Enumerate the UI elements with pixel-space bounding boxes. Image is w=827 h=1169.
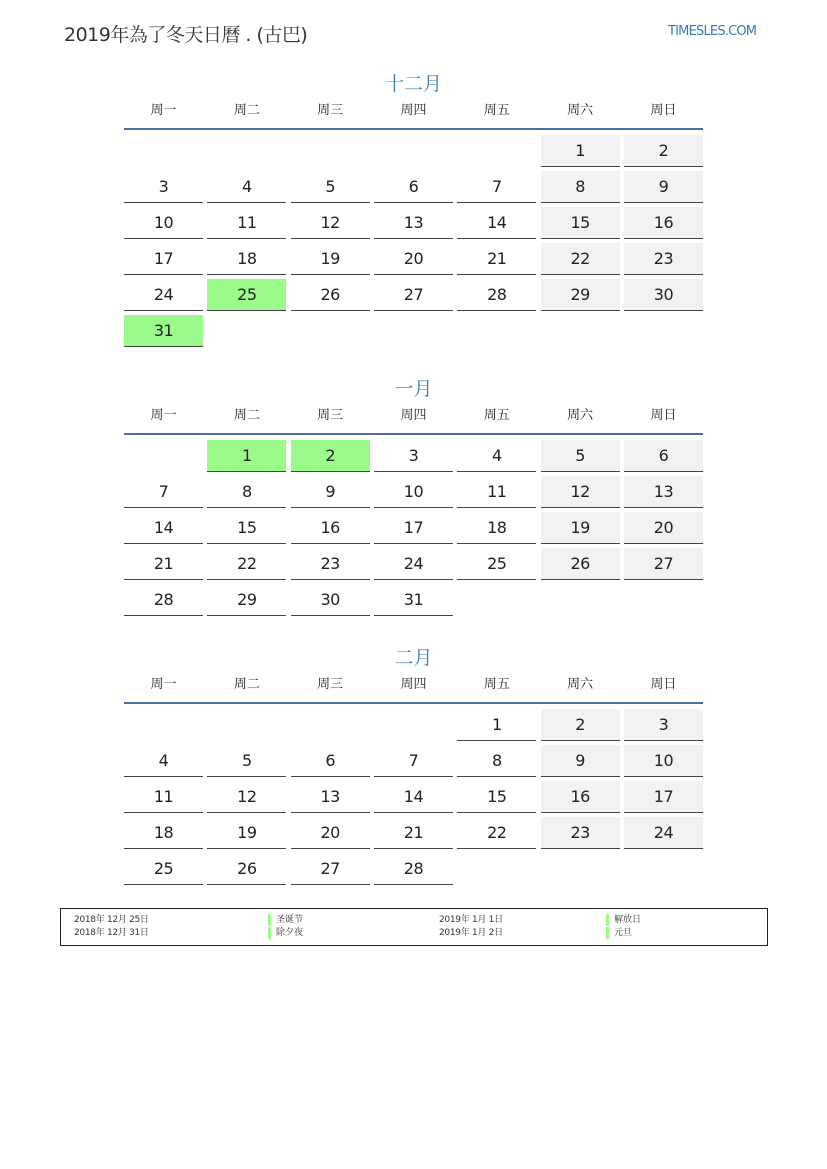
- day-cell[interactable]: 8: [541, 171, 620, 203]
- day-grid: [124, 709, 703, 885]
- legend-holiday-name: 解放日: [606, 914, 641, 926]
- empty-cell: [291, 135, 370, 167]
- day-cell[interactable]: 30: [291, 584, 370, 616]
- day-cell[interactable]: 20: [374, 243, 453, 275]
- legend-row: [61, 914, 767, 926]
- day-cell[interactable]: 27: [374, 279, 453, 311]
- day-cell[interactable]: 14: [374, 781, 453, 813]
- weekday-label: 周一: [150, 677, 177, 692]
- weekday-header: [124, 104, 703, 130]
- holiday-day-cell[interactable]: 2: [291, 440, 370, 472]
- day-cell[interactable]: 18: [457, 512, 536, 544]
- empty-cell: [291, 709, 370, 741]
- day-cell[interactable]: 7: [457, 171, 536, 203]
- empty-cell: [457, 135, 536, 167]
- empty-cell: [541, 584, 620, 616]
- weekday-label: 周二: [233, 103, 260, 118]
- day-cell[interactable]: 13: [624, 476, 703, 508]
- day-cell[interactable]: 8: [207, 476, 286, 508]
- legend-date: 2018年 12月 31日: [74, 928, 149, 938]
- day-cell[interactable]: 23: [541, 817, 620, 849]
- empty-cell: [124, 440, 203, 472]
- month-title: 二月: [394, 647, 433, 669]
- holiday-day-cell[interactable]: 1: [207, 440, 286, 472]
- weekday-label: 周六: [567, 103, 594, 118]
- month-block: [124, 644, 703, 885]
- day-cell[interactable]: 11: [457, 476, 536, 508]
- day-cell[interactable]: 19: [207, 817, 286, 849]
- day-cell[interactable]: 27: [291, 853, 370, 885]
- empty-cell: [207, 709, 286, 741]
- holiday-day-cell[interactable]: 25: [207, 279, 286, 311]
- day-cell[interactable]: 22: [457, 817, 536, 849]
- day-cell[interactable]: 30: [624, 279, 703, 311]
- day-cell[interactable]: 22: [207, 548, 286, 580]
- day-cell[interactable]: 25: [457, 548, 536, 580]
- empty-cell: [291, 315, 370, 347]
- day-cell[interactable]: 9: [291, 476, 370, 508]
- day-cell[interactable]: 2: [624, 135, 703, 167]
- site-link[interactable]: TIMESLES.COM: [668, 24, 757, 39]
- weekday-label: 周四: [400, 408, 427, 423]
- legend-holiday-name: 圣诞节: [268, 914, 303, 926]
- day-cell[interactable]: 13: [291, 781, 370, 813]
- month-title: 十二月: [384, 73, 442, 95]
- day-cell[interactable]: 12: [207, 781, 286, 813]
- day-cell[interactable]: 3: [624, 709, 703, 741]
- day-cell[interactable]: 4: [207, 171, 286, 203]
- day-cell[interactable]: 17: [624, 781, 703, 813]
- weekday-label: 周五: [483, 103, 510, 118]
- empty-cell: [541, 315, 620, 347]
- legend-row: [61, 927, 767, 939]
- page-title: 2019年為了冬天日曆 . (古巴): [64, 24, 308, 46]
- day-cell[interactable]: 3: [124, 171, 203, 203]
- day-cell[interactable]: 26: [207, 853, 286, 885]
- empty-cell: [374, 315, 453, 347]
- empty-cell: [624, 853, 703, 885]
- day-cell[interactable]: 16: [541, 781, 620, 813]
- weekday-header: [124, 678, 703, 704]
- day-cell[interactable]: 16: [624, 207, 703, 239]
- month-title: 一月: [394, 378, 433, 400]
- day-cell[interactable]: 8: [457, 745, 536, 777]
- day-cell[interactable]: 1: [457, 709, 536, 741]
- day-cell[interactable]: 12: [541, 476, 620, 508]
- day-cell[interactable]: 29: [541, 279, 620, 311]
- holiday-day-cell[interactable]: 31: [124, 315, 203, 347]
- day-cell[interactable]: 21: [457, 243, 536, 275]
- day-cell[interactable]: 24: [624, 817, 703, 849]
- day-cell[interactable]: 5: [291, 171, 370, 203]
- day-cell[interactable]: 5: [207, 745, 286, 777]
- day-cell[interactable]: 11: [207, 207, 286, 239]
- empty-cell: [374, 709, 453, 741]
- day-cell[interactable]: 16: [291, 512, 370, 544]
- day-grid: [124, 440, 703, 616]
- day-cell[interactable]: 17: [124, 243, 203, 275]
- day-cell[interactable]: 21: [124, 548, 203, 580]
- day-cell[interactable]: 3: [374, 440, 453, 472]
- weekday-label: 周四: [400, 677, 427, 692]
- month-block: [124, 375, 703, 616]
- weekday-header: [124, 409, 703, 435]
- day-grid: [124, 135, 703, 347]
- day-cell[interactable]: 19: [541, 512, 620, 544]
- day-cell[interactable]: 20: [291, 817, 370, 849]
- legend-holiday-name: 除夕夜: [268, 927, 303, 939]
- weekday-label: 周日: [650, 408, 677, 423]
- day-cell[interactable]: 18: [124, 817, 203, 849]
- day-cell[interactable]: 23: [624, 243, 703, 275]
- day-cell[interactable]: 11: [124, 781, 203, 813]
- empty-cell: [124, 709, 203, 741]
- weekday-label: 周三: [317, 408, 344, 423]
- weekday-label: 周二: [233, 677, 260, 692]
- empty-cell: [457, 584, 536, 616]
- weekday-label: 周三: [317, 677, 344, 692]
- day-cell[interactable]: 26: [541, 548, 620, 580]
- day-cell[interactable]: 21: [374, 817, 453, 849]
- day-cell[interactable]: 19: [291, 243, 370, 275]
- day-cell[interactable]: 14: [457, 207, 536, 239]
- day-cell[interactable]: 7: [374, 745, 453, 777]
- day-cell[interactable]: 17: [374, 512, 453, 544]
- weekday-label: 周六: [567, 408, 594, 423]
- weekday-label: 周一: [150, 408, 177, 423]
- day-cell[interactable]: 9: [541, 745, 620, 777]
- empty-cell: [457, 315, 536, 347]
- legend-date: 2018年 12月 25日: [74, 915, 149, 925]
- day-cell[interactable]: 10: [124, 207, 203, 239]
- empty-cell: [457, 853, 536, 885]
- empty-cell: [374, 135, 453, 167]
- day-cell[interactable]: 7: [124, 476, 203, 508]
- day-cell[interactable]: 5: [541, 440, 620, 472]
- weekday-label: 周二: [233, 408, 260, 423]
- day-cell[interactable]: 24: [124, 279, 203, 311]
- day-cell[interactable]: 25: [124, 853, 203, 885]
- weekday-label: 周日: [650, 103, 677, 118]
- day-cell[interactable]: 15: [207, 512, 286, 544]
- weekday-label: 周六: [567, 677, 594, 692]
- day-cell[interactable]: 26: [291, 279, 370, 311]
- day-cell[interactable]: 15: [457, 781, 536, 813]
- day-cell[interactable]: 4: [457, 440, 536, 472]
- legend-date: 2019年 1月 1日: [439, 915, 503, 925]
- empty-cell: [207, 135, 286, 167]
- day-cell[interactable]: 12: [291, 207, 370, 239]
- empty-cell: [124, 135, 203, 167]
- day-cell[interactable]: 6: [374, 171, 453, 203]
- empty-cell: [624, 315, 703, 347]
- day-cell[interactable]: 29: [207, 584, 286, 616]
- weekday-label: 周五: [483, 408, 510, 423]
- legend-date: 2019年 1月 2日: [439, 928, 503, 938]
- day-cell[interactable]: 15: [541, 207, 620, 239]
- day-cell[interactable]: 10: [374, 476, 453, 508]
- day-cell[interactable]: 24: [374, 548, 453, 580]
- month-block: [124, 70, 703, 347]
- empty-cell: [207, 315, 286, 347]
- legend-holiday-name: 元旦: [606, 927, 632, 939]
- day-cell[interactable]: 20: [624, 512, 703, 544]
- weekday-label: 周四: [400, 103, 427, 118]
- empty-cell: [541, 853, 620, 885]
- day-cell[interactable]: 4: [124, 745, 203, 777]
- day-cell[interactable]: 14: [124, 512, 203, 544]
- day-cell[interactable]: 23: [291, 548, 370, 580]
- day-cell[interactable]: 31: [374, 584, 453, 616]
- weekday-label: 周日: [650, 677, 677, 692]
- day-cell[interactable]: 6: [624, 440, 703, 472]
- day-cell[interactable]: 6: [291, 745, 370, 777]
- day-cell[interactable]: 2: [541, 709, 620, 741]
- weekday-label: 周五: [483, 677, 510, 692]
- day-cell[interactable]: 9: [624, 171, 703, 203]
- day-cell[interactable]: 13: [374, 207, 453, 239]
- holiday-legend: [60, 908, 768, 946]
- day-cell[interactable]: 28: [374, 853, 453, 885]
- day-cell[interactable]: 1: [541, 135, 620, 167]
- weekday-label: 周一: [150, 103, 177, 118]
- day-cell[interactable]: 18: [207, 243, 286, 275]
- day-cell[interactable]: 10: [624, 745, 703, 777]
- day-cell[interactable]: 22: [541, 243, 620, 275]
- empty-cell: [624, 584, 703, 616]
- day-cell[interactable]: 28: [457, 279, 536, 311]
- weekday-label: 周三: [317, 103, 344, 118]
- day-cell[interactable]: 28: [124, 584, 203, 616]
- day-cell[interactable]: 27: [624, 548, 703, 580]
